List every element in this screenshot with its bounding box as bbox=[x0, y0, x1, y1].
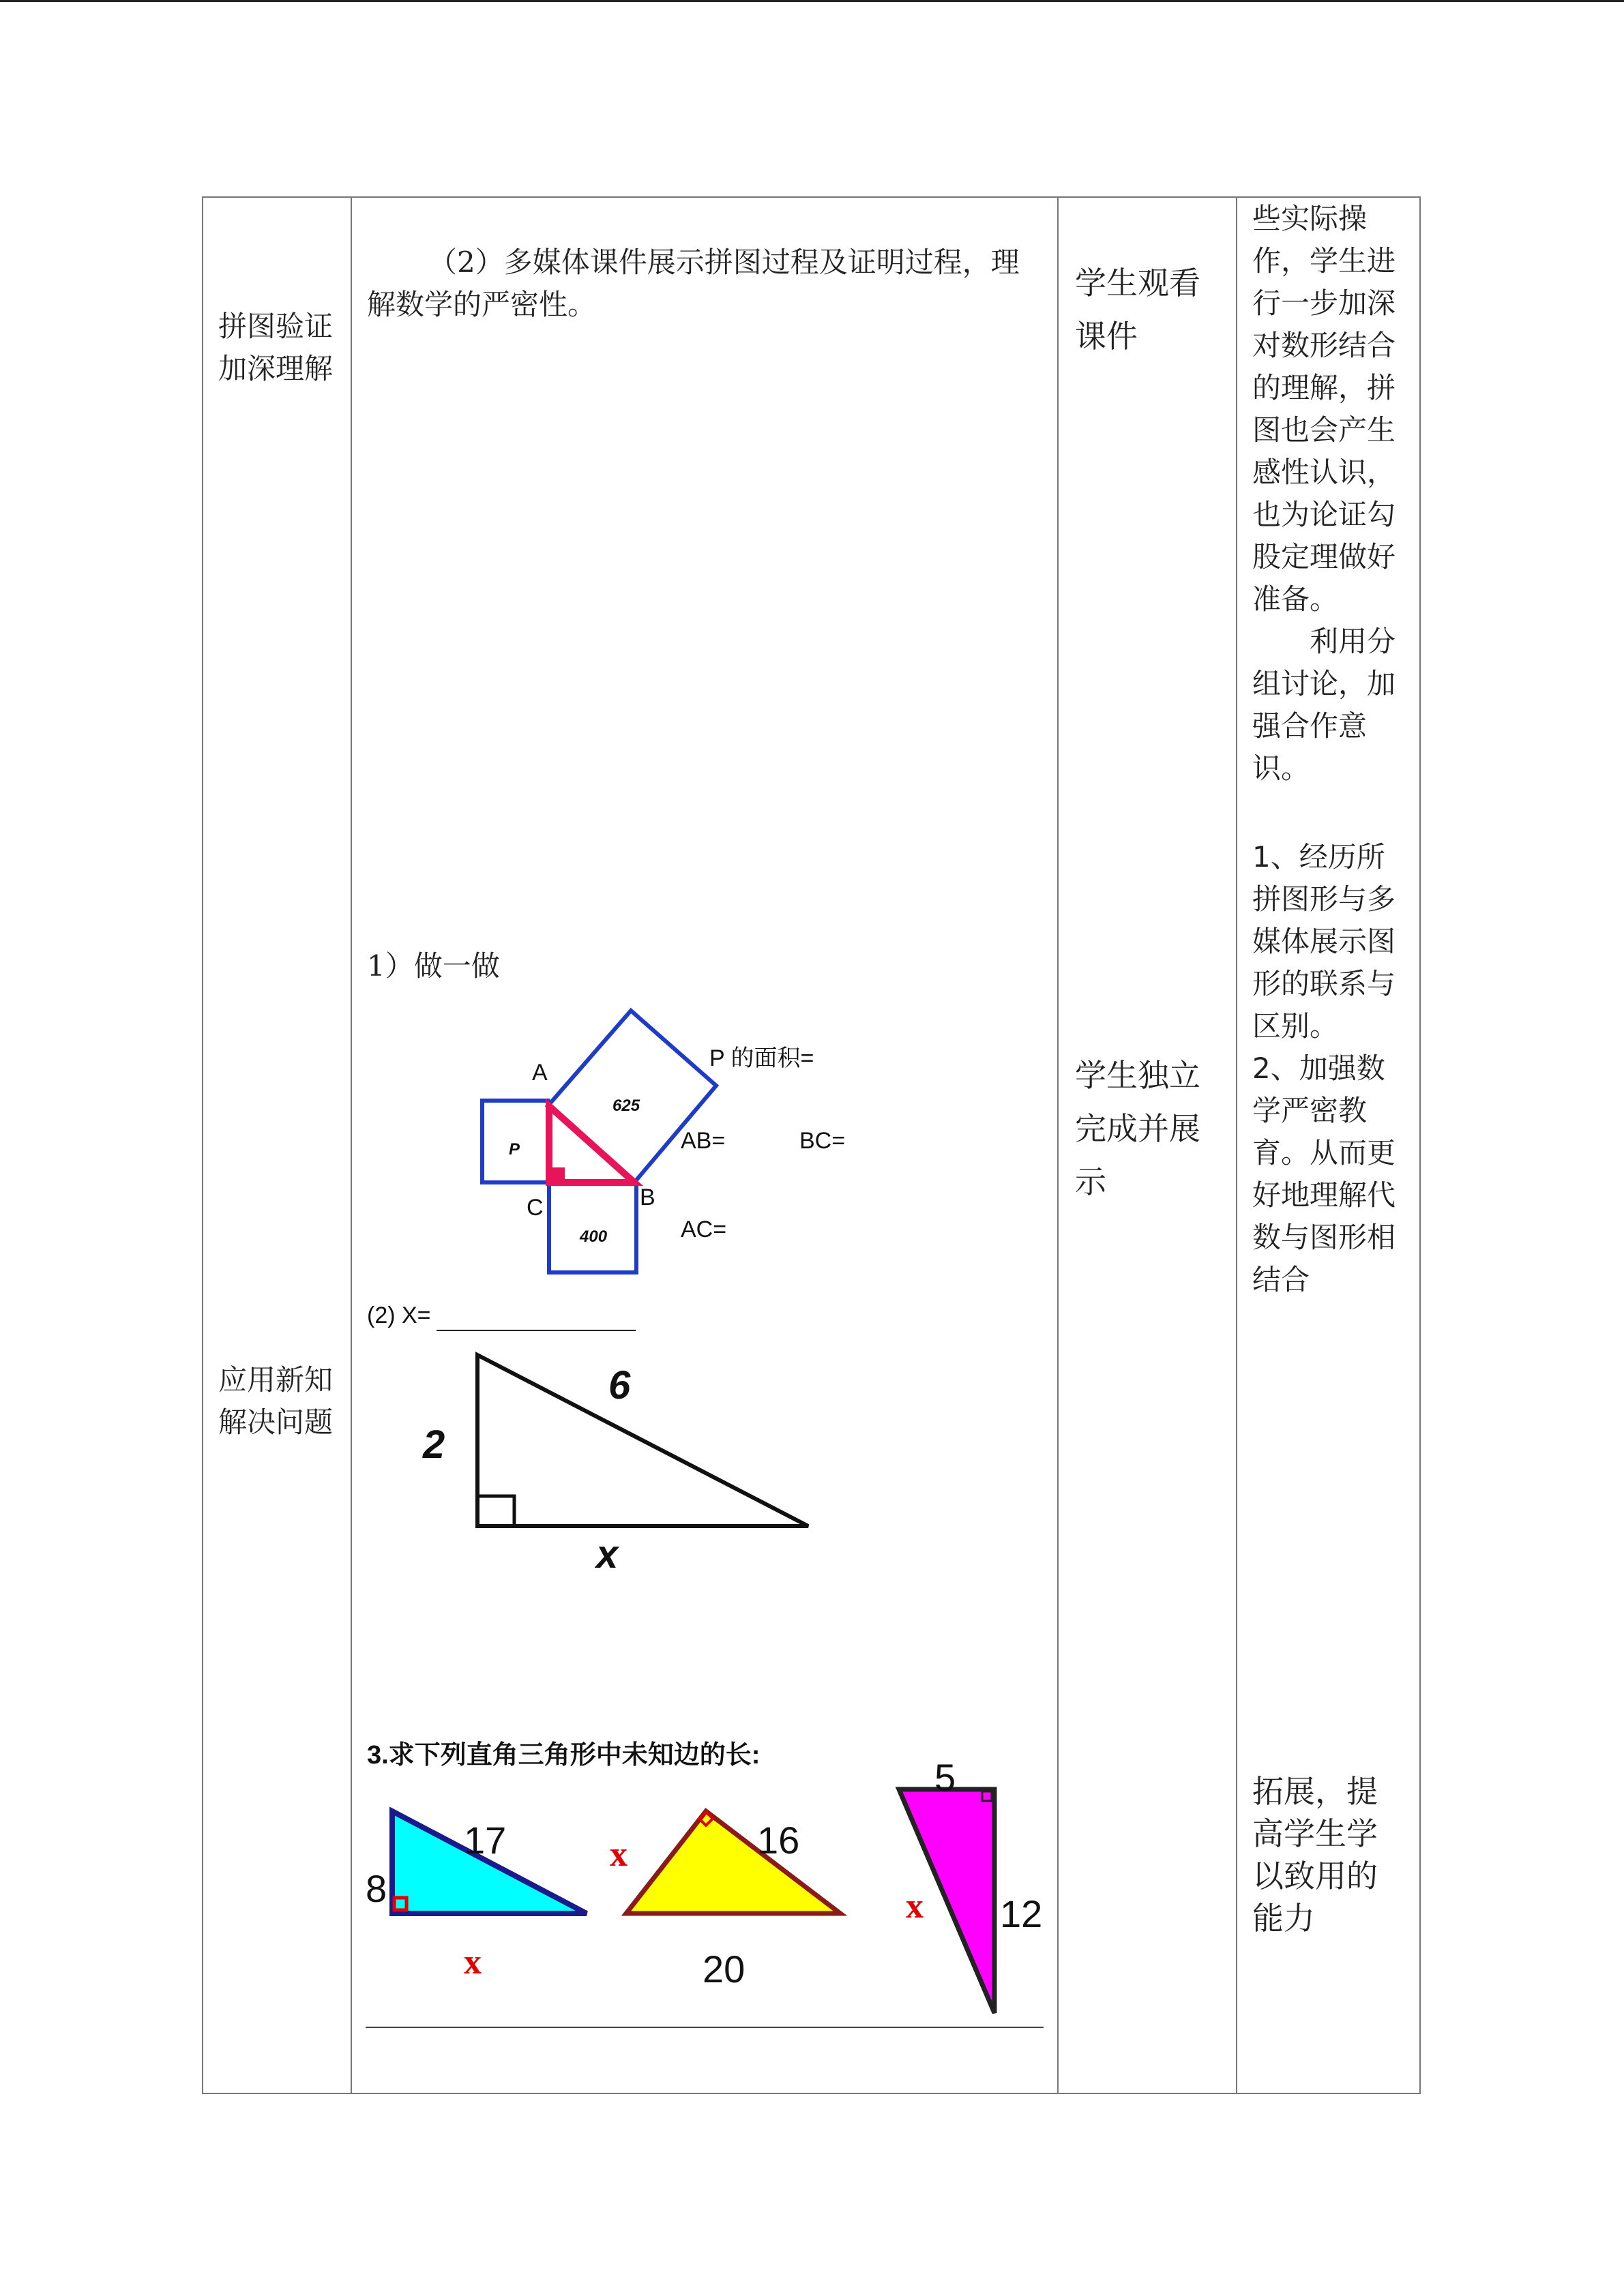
answer-line bbox=[437, 1330, 636, 1331]
intent-line: 好地理解代 bbox=[1252, 1178, 1396, 1212]
vertex-b-label: B bbox=[640, 1184, 655, 1210]
exercise2-heading: (2) X= bbox=[367, 1302, 431, 1328]
right-angle-mark bbox=[552, 1167, 565, 1180]
stage-line: 拼图验证 bbox=[218, 310, 334, 343]
intent-line: 股定理做好 bbox=[1252, 540, 1396, 573]
t2-base-label: 20 bbox=[703, 1948, 745, 1991]
side-vertical-label: 2 bbox=[423, 1422, 445, 1467]
design-intent-part1 bbox=[1252, 198, 1402, 790]
student-line: 学生观看 bbox=[1075, 265, 1200, 301]
intent-line: 2、加强数 bbox=[1252, 1052, 1385, 1085]
t3-side-label: 12 bbox=[1000, 1892, 1043, 1935]
design-intent-part4 bbox=[1252, 1770, 1402, 1939]
bc-label: BC= bbox=[799, 1128, 846, 1154]
student-cell-2 bbox=[1075, 1049, 1200, 1208]
intent-line: 高学生学 bbox=[1252, 1815, 1378, 1852]
t2-unknown-label: x bbox=[610, 1835, 628, 1874]
bottom-answer-line bbox=[366, 2027, 1044, 2028]
t1-unknown-label: x bbox=[464, 1943, 482, 1982]
intent-line: 组讨论，加 bbox=[1252, 667, 1396, 700]
intent-line: 以致用的 bbox=[1252, 1858, 1378, 1894]
page-top-border bbox=[0, 0, 1624, 2]
exercise1-heading: 1）做一做 bbox=[367, 949, 500, 983]
exercise2-triangle-figure bbox=[471, 1350, 825, 1534]
intent-line: 的理解，拼 bbox=[1252, 371, 1396, 404]
intent-line: 结合 bbox=[1252, 1263, 1310, 1296]
right-angle-mark bbox=[477, 1496, 514, 1526]
intent-line: 感性认识， bbox=[1252, 456, 1396, 489]
stage-line: 解决问题 bbox=[218, 1405, 334, 1439]
t1-hyp-label: 17 bbox=[464, 1819, 507, 1862]
intent-line: 作，学生进 bbox=[1252, 244, 1396, 278]
intent-line: 媒体展示图 bbox=[1252, 925, 1396, 958]
intent-line: 些实际操 bbox=[1252, 202, 1368, 235]
stage-line: 加深理解 bbox=[218, 352, 334, 385]
p-area-label: P 的面积= bbox=[709, 1045, 814, 1071]
side-hypotenuse-label: 6 bbox=[608, 1363, 631, 1407]
vertex-a-label: A bbox=[532, 1060, 548, 1086]
table-col-divider-2 bbox=[1057, 196, 1059, 2094]
intent-line: 数与图形相 bbox=[1252, 1221, 1396, 1254]
exercise3-heading: 3.求下列直角三角形中未知边的长: bbox=[367, 1741, 761, 1770]
ac-label: AC= bbox=[681, 1217, 727, 1242]
t3-top-label: 5 bbox=[934, 1756, 956, 1799]
intent-line: 区别。 bbox=[1252, 1009, 1339, 1043]
student-line: 完成并展 bbox=[1075, 1110, 1200, 1147]
stage-line: 应用新知 bbox=[218, 1363, 334, 1397]
intent-line: 形的联系与 bbox=[1252, 967, 1396, 1000]
table-col-divider-3 bbox=[1236, 196, 1237, 2094]
intent-line: 准备。 bbox=[1252, 582, 1339, 616]
intent-line: 拓展，提 bbox=[1252, 1773, 1378, 1810]
intent-line: 能力 bbox=[1252, 1900, 1315, 1937]
student-cell-1 bbox=[1075, 256, 1200, 363]
intent-line: 育。从而更 bbox=[1252, 1136, 1396, 1169]
intent-line: 利用分 bbox=[1252, 625, 1396, 658]
square-large-label: 625 bbox=[612, 1097, 640, 1115]
content-intro: （2）多媒体课件展示拼图过程及证明过程，理解数学的严密性。 bbox=[367, 245, 1020, 321]
triangle-2 bbox=[626, 1811, 840, 1913]
vertex-c-label: C bbox=[527, 1195, 544, 1221]
table-col-divider-1 bbox=[351, 196, 352, 2094]
t3-unknown-label: x bbox=[906, 1887, 924, 1926]
intent-line: 强合作意 bbox=[1252, 709, 1368, 743]
design-intent-part3 bbox=[1252, 836, 1402, 1301]
side-base-label: x bbox=[596, 1532, 619, 1577]
student-line: 示 bbox=[1075, 1163, 1106, 1200]
student-line: 学生独立 bbox=[1075, 1057, 1200, 1094]
intent-line: 图也会产生 bbox=[1252, 413, 1396, 447]
t2-side-label: 16 bbox=[757, 1819, 800, 1862]
square-small-label: P bbox=[509, 1140, 520, 1159]
student-line: 课件 bbox=[1075, 318, 1138, 355]
intent-line: 1、经历所 bbox=[1252, 840, 1385, 874]
intent-line: 学严密教 bbox=[1252, 1094, 1368, 1127]
stage-cell-2 bbox=[218, 1359, 333, 1444]
ab-label: AB= bbox=[681, 1128, 726, 1154]
triangle-outline bbox=[477, 1355, 808, 1526]
t1-leg-label: 8 bbox=[366, 1867, 387, 1910]
intent-line: 行一步加深 bbox=[1252, 286, 1396, 320]
intent-line: 对数形结合 bbox=[1252, 329, 1396, 362]
square-bottom-label: 400 bbox=[580, 1227, 608, 1246]
intent-line: 拼图形与多 bbox=[1252, 882, 1396, 916]
intent-line: 识。 bbox=[1252, 751, 1310, 785]
stage-cell-1 bbox=[218, 305, 333, 390]
intent-line: 也为论证勾 bbox=[1252, 498, 1396, 531]
